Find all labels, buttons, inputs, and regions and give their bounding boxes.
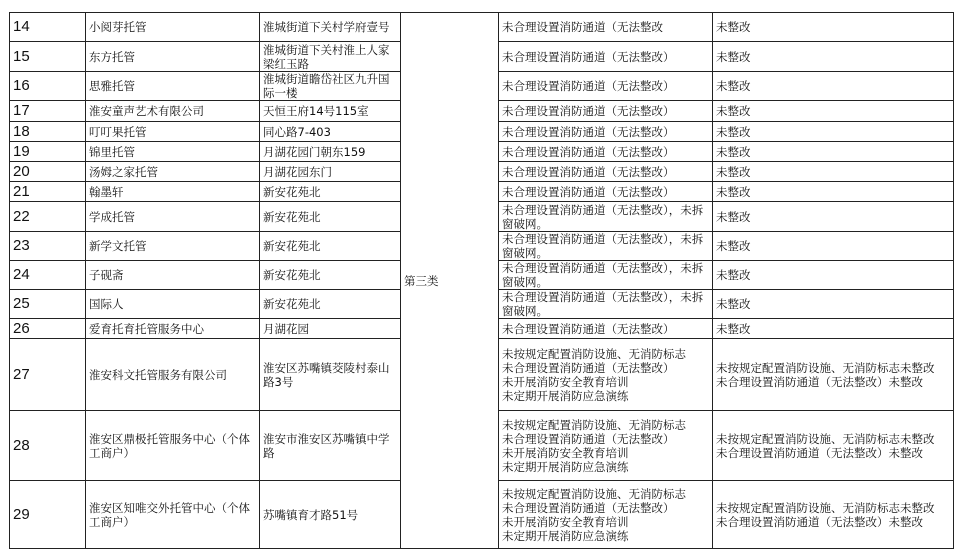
address-text: 淮城街道瞻岱社区九升国际一楼 (263, 72, 390, 100)
org-name-text: 淮安科文托管服务有限公司 (89, 367, 227, 382)
issues (499, 122, 713, 142)
rectification-status-text: 未按规定配置消防设施、无消防标志未整改 未合理设置消防通道（无法整改）未整改 (716, 360, 935, 389)
row-number (10, 202, 86, 232)
address-text: 淮城街道下关村淮上人家梁红玉路 (263, 42, 390, 71)
issues (499, 261, 713, 290)
issues-text: 未按规定配置消防设施、无消防标志 未合理设置消防通道（无法整改） 未开展消防安全教育培训 未定期开展消防应急演练 (502, 417, 686, 474)
org-name-text: 翰墨轩 (89, 184, 124, 199)
row-number (10, 481, 86, 549)
rectification-status-text: 未整改 (716, 79, 751, 93)
rectification-status-text: 未整改 (716, 20, 751, 34)
address (260, 182, 401, 202)
row-number (10, 142, 86, 162)
org-name-text: 淮安童声艺术有限公司 (89, 104, 204, 118)
address-text: 同心路7-403 (263, 124, 331, 139)
org-name-text: 子砚斋 (89, 268, 124, 282)
address (260, 290, 401, 319)
row-number-text: 17 (13, 104, 30, 118)
row-number-text: 28 (13, 438, 30, 453)
row-number-text: 21 (13, 184, 30, 199)
rectification-status-text: 未按规定配置消防设施、无消防标志未整改 未合理设置消防通道（无法整改）未整改 (716, 500, 935, 529)
rectification-status (713, 481, 954, 549)
org-name (86, 101, 260, 122)
issues-text: 未按规定配置消防设施、无消防标志 未合理设置消防通道（无法整改） 未开展消防安全教育培训 未定期开展消防应急演练 (502, 486, 686, 543)
address (260, 411, 401, 481)
issues (499, 142, 713, 162)
org-name (86, 319, 260, 339)
rectification-status (713, 162, 954, 182)
row-number (10, 72, 86, 101)
rectification-status-text: 未整改 (716, 104, 751, 118)
row-number-text: 20 (13, 164, 30, 179)
issues-text: 未合理设置消防通道（无法整改），未拆窗破网。 (502, 261, 704, 289)
row-number-text: 18 (13, 124, 30, 139)
row-number-text: 14 (13, 20, 30, 34)
address (260, 232, 401, 261)
row-number-text: 25 (13, 297, 30, 311)
row-number (10, 122, 86, 142)
org-name-text: 思雅托管 (89, 79, 135, 93)
address-text: 新安花苑北 (263, 268, 321, 282)
rectification-status-text: 未整改 (716, 239, 751, 253)
org-name (86, 339, 260, 411)
org-name (86, 261, 260, 290)
issues-text: 未合理设置消防通道（无法整改） (502, 164, 675, 179)
rectification-status (713, 101, 954, 122)
org-name (86, 122, 260, 142)
rectification-status (713, 290, 954, 319)
org-name-text: 汤姆之家托管 (89, 164, 158, 179)
issues-text: 未合理设置消防通道（无法整改） (502, 144, 675, 159)
org-name-text: 小阅芽托管 (89, 20, 147, 34)
row-number (10, 42, 86, 72)
issues-text: 未合理设置消防通道（无法整改），未拆窗破网。 (502, 290, 704, 318)
address (260, 13, 401, 42)
org-name-text: 新学文托管 (89, 239, 147, 253)
row-number-text: 27 (13, 367, 30, 382)
rectification-status-text: 未整改 (716, 124, 751, 139)
rectification-status (713, 339, 954, 411)
row-number-text: 19 (13, 144, 30, 159)
row-number (10, 13, 86, 42)
org-name-text: 爱育托育托管服务中心 (89, 321, 204, 336)
row-number-text: 15 (13, 49, 30, 64)
address (260, 261, 401, 290)
org-name (86, 232, 260, 261)
org-name (86, 72, 260, 101)
issues (499, 481, 713, 549)
rectification-status (713, 202, 954, 232)
row-number (10, 232, 86, 261)
org-name-text: 淮安区鼎极托管服务中心（个体工商户） (89, 431, 250, 460)
rectification-status (713, 319, 954, 339)
address (260, 101, 401, 122)
rectification-status (713, 122, 954, 142)
row-number (10, 319, 86, 339)
rectification-status-text: 未整改 (716, 268, 751, 282)
issues-text: 未按规定配置消防设施、无消防标志 未合理设置消防通道（无法整改） 未开展消防安全教育培训 未定期开展消防应急演练 (502, 346, 686, 403)
org-name (86, 182, 260, 202)
issues-text: 未合理设置消防通道（无法整改） (502, 321, 675, 336)
issues (499, 42, 713, 72)
address (260, 202, 401, 232)
issues (499, 101, 713, 122)
address (260, 122, 401, 142)
rectification-status-text: 未整改 (716, 144, 751, 159)
address (260, 481, 401, 549)
address-text: 新安花苑北 (263, 209, 321, 224)
rectification-status (713, 182, 954, 202)
issues (499, 13, 713, 42)
address-text: 月湖花园东门 (263, 164, 332, 179)
org-name (86, 42, 260, 72)
address-text: 月湖花园门朝东159 (263, 144, 366, 159)
issues-text: 未合理设置消防通道（无法整改），未拆窗破网。 (502, 232, 704, 260)
address (260, 162, 401, 182)
rectification-status-text: 未整改 (716, 184, 751, 199)
issues (499, 232, 713, 261)
org-name-text: 锦里托管 (89, 144, 135, 159)
rectification-status (713, 42, 954, 72)
issues-text: 未合理设置消防通道（无法整改） (502, 184, 675, 199)
rectification-status (713, 232, 954, 261)
row-number-text: 29 (13, 507, 30, 522)
address (260, 339, 401, 411)
issues (499, 319, 713, 339)
org-name-text: 淮安区知唯交外托管中心（个体工商户） (89, 500, 250, 529)
issues (499, 182, 713, 202)
category-text: 第三类 (404, 273, 439, 288)
org-name (86, 290, 260, 319)
address-text: 新安花苑北 (263, 297, 321, 311)
row-number (10, 101, 86, 122)
issues-text: 未合理设置消防通道（无法整改） (502, 79, 675, 93)
row-number (10, 290, 86, 319)
org-name-text: 东方托管 (89, 49, 135, 64)
address-text: 新安花苑北 (263, 184, 321, 199)
org-name-text: 学成托管 (89, 209, 135, 224)
address (260, 72, 401, 101)
rectification-status (713, 142, 954, 162)
issues (499, 72, 713, 101)
row-number (10, 339, 86, 411)
row-number (10, 261, 86, 290)
org-name (86, 411, 260, 481)
org-name (86, 162, 260, 182)
inspection-table (9, 12, 954, 549)
issues (499, 411, 713, 481)
row-number (10, 162, 86, 182)
address (260, 42, 401, 72)
category (401, 13, 499, 549)
org-name (86, 13, 260, 42)
org-name (86, 142, 260, 162)
row-number (10, 182, 86, 202)
issues-text: 未合理设置消防通道（无法整改） (502, 124, 675, 139)
issues (499, 339, 713, 411)
rectification-status-text: 未整改 (716, 321, 751, 336)
rectification-status (713, 13, 954, 42)
issues-text: 未合理设置消防通道（无法整改） (502, 49, 675, 64)
address-text: 天恒王府14号115室 (263, 104, 369, 118)
issues-text: 未合理设置消防通道（无法整改），未拆窗破网。 (502, 202, 704, 231)
address (260, 142, 401, 162)
rectification-status (713, 411, 954, 481)
org-name (86, 481, 260, 549)
rectification-status-text: 未按规定配置消防设施、无消防标志未整改 未合理设置消防通道（无法整改）未整改 (716, 431, 935, 460)
address-text: 苏嘴镇育才路51号 (263, 507, 359, 522)
issues-text: 未合理设置消防通道（无法整改） (502, 104, 675, 118)
rectification-status (713, 72, 954, 101)
issues (499, 290, 713, 319)
rectification-status-text: 未整改 (716, 164, 751, 179)
row-number-text: 22 (13, 209, 30, 224)
address-text: 淮安区苏嘴镇茭陵村泰山路3号 (263, 360, 390, 389)
issues-text: 未合理设置消防通道（无法整改 (502, 20, 663, 34)
row-number-text: 26 (13, 321, 30, 336)
row-number-text: 23 (13, 239, 30, 253)
address-text: 淮城街道下关村学府壹号 (263, 20, 390, 34)
address-text: 淮安市淮安区苏嘴镇中学路 (263, 431, 390, 460)
row-number (10, 411, 86, 481)
address (260, 319, 401, 339)
address-text: 新安花苑北 (263, 239, 321, 253)
rectification-status (713, 261, 954, 290)
issues (499, 202, 713, 232)
rectification-status-text: 未整改 (716, 297, 751, 311)
address-text: 月湖花园 (263, 321, 309, 336)
row-number-text: 24 (13, 268, 30, 282)
row-number-text: 16 (13, 79, 30, 93)
rectification-status-text: 未整改 (716, 49, 751, 64)
rectification-status-text: 未整改 (716, 209, 751, 224)
org-name (86, 202, 260, 232)
issues (499, 162, 713, 182)
org-name-text: 叮叮果托管 (89, 124, 147, 139)
table-row (10, 13, 954, 42)
org-name-text: 国际人 (89, 297, 124, 311)
